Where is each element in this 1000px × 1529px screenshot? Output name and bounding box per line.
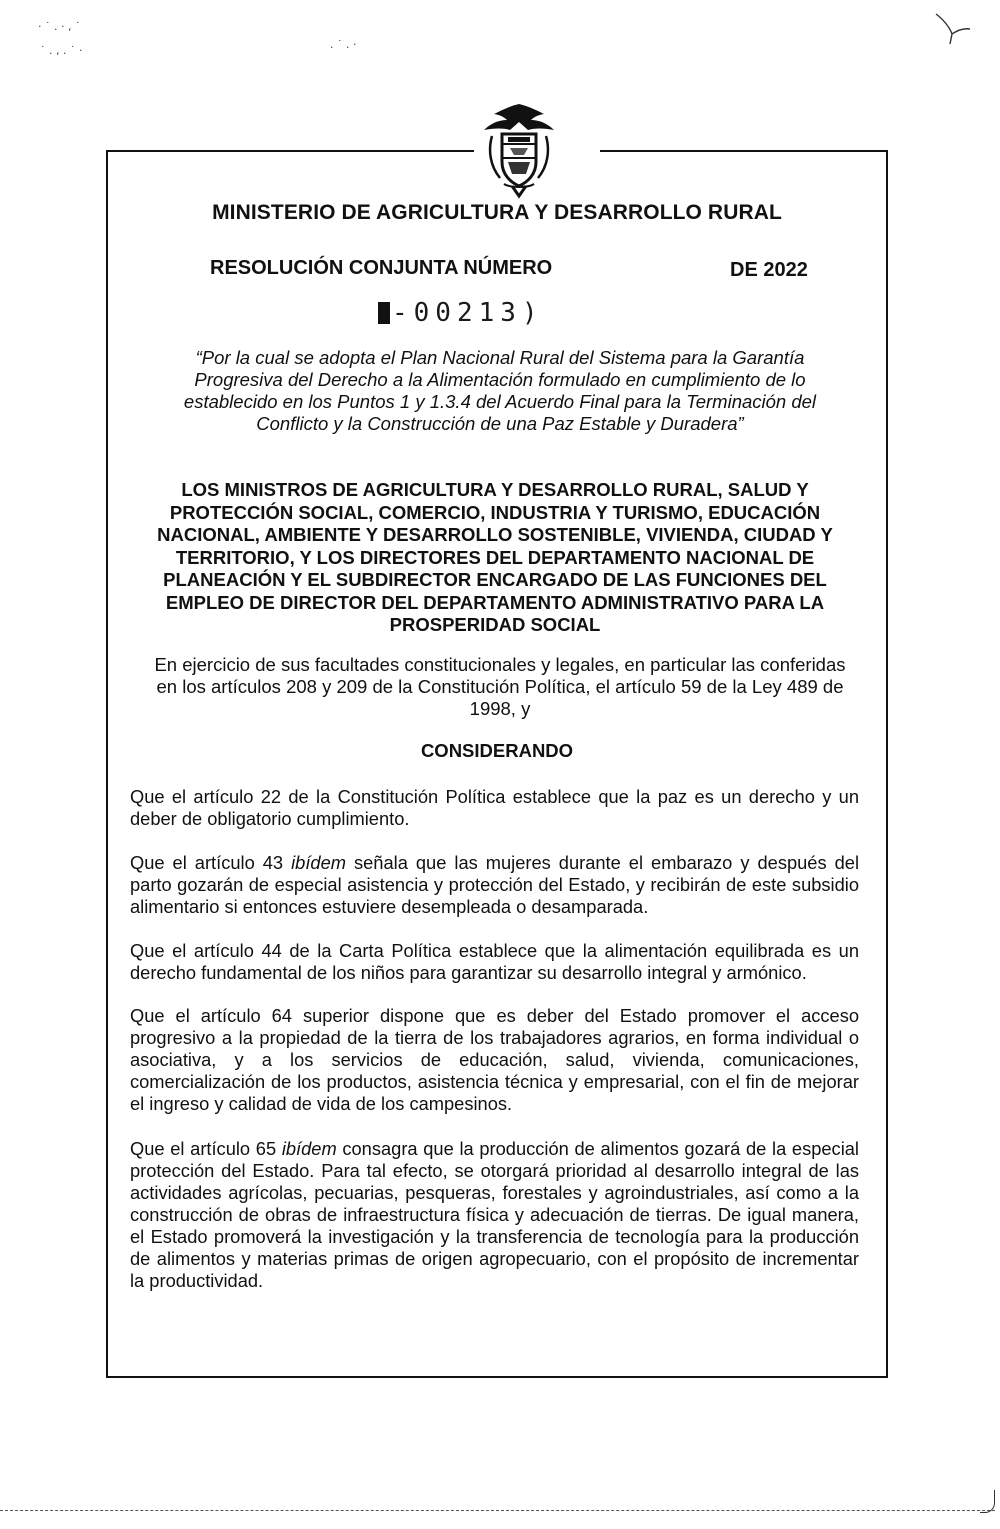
exercise-line: En ejercicio de sus facultades constitucionales y legales, en particular las conferidas <box>154 654 846 675</box>
considering-paragraph-art64: Que el artículo 64 superior dispone que es deber del Estado promover el acceso progresivo a la propiedad de la tierra de los trabajadores agrarios, en forma individual o asociativa, y a los servicios de educación, salud, vivienda, comunicaciones, comercialización de los productos, asistencia técnica y empresarial, con el fin de mejorar el ingreso y calidad de vida de los campesinos. <box>130 1005 859 1114</box>
scan-speckles: ˙ . , . ˙ · <box>40 44 83 57</box>
subtitle-line: establecido en los Puntos 1 y 1.3.4 del Acuerdo Final para la Terminación del <box>183 391 817 412</box>
resolution-label: RESOLUCIÓN CONJUNTA NÚMERO <box>210 257 553 279</box>
ministers-line: NACIONAL, AMBIENTE Y DESARROLLO SOSTENIBLE, VIVIENDA, CIUDAD Y <box>157 524 833 545</box>
stamped-resolution-number <box>378 298 544 328</box>
exercise-line: en los artículos 208 y 209 de la Constitución Política, el artículo 59 de la Ley 489 de <box>156 676 844 697</box>
considering-paragraph-art44: Que el artículo 44 de la Carta Política establece que la alimentación equilibrada es un derecho fundamental de los niños para garantizar su desarrollo integral y armónico. <box>130 940 859 983</box>
ministers-heading <box>140 479 850 637</box>
ministry-title: MINISTERIO DE AGRICULTURA Y DESARROLLO RURAL <box>212 201 782 224</box>
legal-faculties-paragraph <box>130 654 870 720</box>
handwritten-check-mark <box>930 8 974 48</box>
considering-paragraph-art22: Que el artículo 22 de la Constitución Política establece que la paz es un derecho y un deber de obligatorio cumplimiento. <box>130 786 859 829</box>
resolution-year: DE 2022 <box>730 259 808 281</box>
ministers-line: PROSPERIDAD SOCIAL <box>389 614 601 635</box>
scan-speckles: . ˙ . · <box>330 38 357 51</box>
ministers-line: PROTECCIÓN SOCIAL, COMERCIO, INDUSTRIA Y TURISMO, EDUCACIÓN <box>169 501 821 523</box>
subtitle-line: Conflicto y la Construcción de una Paz Estable y Duradera” <box>256 413 744 434</box>
coat-of-arms-seal <box>474 100 564 200</box>
page-bottom-edge <box>0 1510 995 1511</box>
subtitle-line: “Por la cual se adopta el Plan Nacional Rural del Sistema para la Garantía <box>195 347 805 368</box>
stamp-ink-block <box>378 302 390 324</box>
ministers-line: TERRITORIO, Y LOS DIRECTORES DEL DEPARTAMENTO NACIONAL DE <box>175 546 815 568</box>
subtitle-line: Progresiva del Derecho a la Alimentación formulado en cumplimiento de lo <box>194 369 806 390</box>
frame-top-border-right <box>600 150 888 152</box>
considering-heading: CONSIDERANDO <box>420 740 574 761</box>
ministers-line: EMPLEO DE DIRECTOR DEL DEPARTAMENTO ADMINISTRATIVO PARA LA <box>165 591 825 613</box>
considering-paragraph-art65: Que el artículo 65 ibídem consagra que la producción de alimentos gozará de la especial protección del Estado. Para tal efecto, se otorgará prioridad al desarrollo integral de las actividades agrícolas, pecuarias, pesqueras, forestales y agroindustriales, así como a la construcción de obras de infraestructura física y adecuación de tierras. De igual manera, el Estado promoverá la investigación y la transferencia de tecnología para la producción de alimentos y materias primas de origen agropecuario, con el propósito de incrementar la productividad. <box>130 1138 859 1291</box>
scan-speckles: · ˙ . · , ˙ <box>38 20 81 33</box>
ministers-line: PLANEACIÓN Y EL SUBDIRECTOR ENCARGADO DE LAS FUNCIONES DEL <box>163 569 827 590</box>
considering-paragraph-art43: Que el artículo 43 ibídem señala que las mujeres durante el embarazo y después del parto gozarán de especial asistencia y protección del Estado, y recibirán de este subsidio alimentario si entonces estuviere desempleada o desamparada. <box>130 852 860 917</box>
exercise-line: 1998, y <box>469 698 531 719</box>
ministers-line: LOS MINISTROS DE AGRICULTURA Y DESARROLLO RURAL, SALUD Y <box>181 479 809 500</box>
resolution-subtitle <box>160 347 840 435</box>
stamp-digits: -00213) <box>392 298 544 328</box>
frame-top-border-left <box>106 150 474 152</box>
